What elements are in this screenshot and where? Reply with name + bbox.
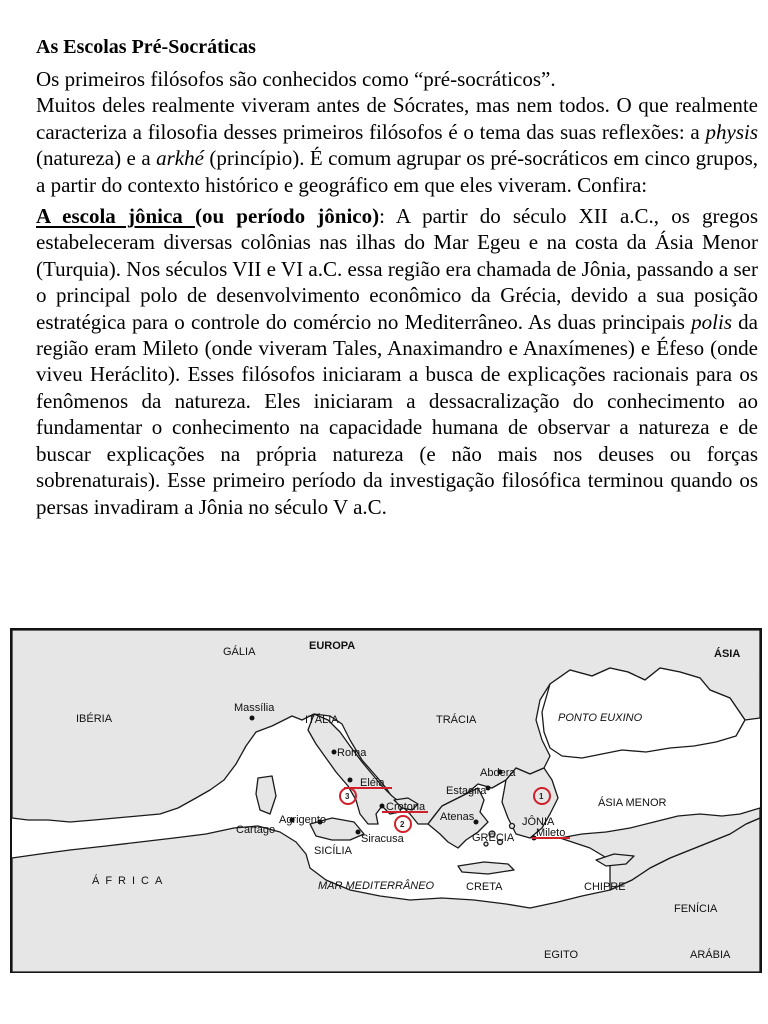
city-dot-atenas (474, 820, 479, 825)
label-abdera: Abdera (480, 767, 516, 779)
label-crotona: Crotona (386, 801, 426, 813)
label-asia-menor: ÁSIA MENOR (598, 797, 667, 809)
label-siracusa: Siracusa (361, 833, 404, 845)
city-dot-roma (332, 750, 337, 755)
label-galia: GÁLIA (223, 646, 256, 658)
marker-label-2: 2 (400, 820, 405, 829)
label-mar-mediterraneo: MAR MEDITERRÂNEO (318, 880, 435, 892)
label-jonia: JÔNIA (522, 816, 555, 828)
term-physis: physis (705, 119, 758, 144)
label-massilia: Massília (234, 702, 275, 714)
label-tracia: TRÁCIA (436, 714, 477, 726)
intro-paragraph (36, 66, 758, 198)
label-creta: CRETA (466, 881, 503, 893)
ionic-school-paragraph (36, 203, 758, 520)
marker-label-3: 3 (345, 792, 350, 801)
label-italia: ITÁLIA (305, 714, 339, 726)
label-asia: ÁSIA (714, 648, 741, 660)
label-estagira: Estagira (446, 785, 487, 797)
term-polis: polis (691, 309, 732, 334)
intro-text-3: (princípio). É comum agrupar os pré-socráticos em cinco grupos, a partir do contexto histórico e geográfico em que eles viveram. Confira: (36, 146, 758, 197)
ionic-text-2: da região eram Mileto (onde viveram Tales, Anaximandro e Anaxímenes) e Éfeso (onde viveu Heráclito). Esses filósofos iniciaram a busca de explicações racionais para os fenômenos da natureza. Eles iniciaram a dessacralização do conhecimento ao fundamentar o conhecimento na capacidade humana de observar a natureza e de buscar explicações na própria natureza (e não mais nos deuses ou forças sobrenaturais). Esse primeiro período da investigação filosófica terminou quando os persas invadiram a Jônia no século V a.C. (36, 309, 758, 519)
term-arkhe: arkhé (156, 146, 204, 171)
city-dot-siracusa (356, 830, 361, 835)
page-title: As Escolas Pré-Socráticas (36, 36, 256, 58)
mediterranean-map (10, 628, 762, 973)
label-cartago: Cartago (236, 824, 276, 836)
label-grecia: GRÉCIA (472, 832, 515, 844)
label-arabia: ARÁBIA (690, 949, 731, 961)
label-fenicia: FENÍCIA (674, 903, 718, 915)
label-egito: EGITO (544, 949, 579, 961)
label-roma: Roma (337, 747, 367, 759)
label-ponto-euxino: PONTO EUXINO (558, 712, 643, 724)
label-eleia: Eléia (360, 777, 385, 789)
intro-text-2: (natureza) e a (36, 146, 157, 171)
intro-text-1: Muitos deles realmente viveram antes de Sócrates, mas nem todos. O que realmente caracteriza a filosofia desses primeiros filósofos é o tema das suas reflexões: a (36, 93, 758, 144)
ionic-school-heading: A escola jônica (36, 204, 195, 229)
label-europa: EUROPA (309, 640, 356, 652)
ionic-period-heading: (ou período jônico) (194, 204, 380, 229)
map-svg (10, 628, 762, 973)
label-sicilia: SICÍLIA (314, 845, 352, 857)
intro-first-line: Os primeiros filósofos são conhecidos como “pré-socráticos”. (36, 67, 556, 91)
marker-label-1: 1 (539, 792, 544, 801)
city-dot-eleia (348, 778, 353, 783)
label-africa: ÁFRICA (92, 875, 169, 887)
ionic-text-1: : A partir do século XII a.C., os gregos estabeleceram diversas colônias nas ilhas do Mar Egeu e na costa da Ásia Menor (Turquia). Nos séculos VII e VI a.C. essa região era chamada de Jônia, passando a ser o principal polo de desenvolvimento econômico da Grécia, devido a sua posição estratégica para o controle do comércio no Mediterrâneo. As duas principais (36, 204, 759, 334)
label-atenas: Atenas (440, 811, 475, 823)
label-iberia: IBÉRIA (76, 713, 113, 725)
city-dot-massilia (250, 716, 255, 721)
aegean-island (510, 824, 515, 829)
label-agrigento: Agrigento (279, 814, 327, 826)
label-chipre: CHIPRE (584, 881, 626, 893)
label-mileto: Mileto (536, 827, 566, 839)
city-dot-crotona (380, 804, 385, 809)
document-body (36, 34, 758, 520)
